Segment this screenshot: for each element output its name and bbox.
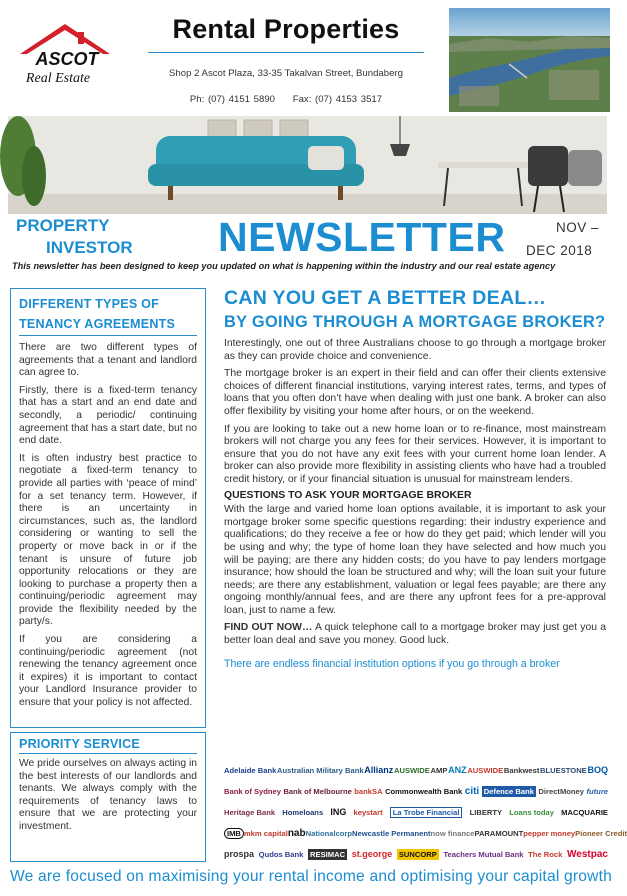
article-paragraph: The mortgage broker is an expert in their field and can offer their clients extensive choices of different financial institutions, varying interest rates, terms, and types of loans that you often don’t have when dealing with just one bank. A broker can also offer flexibility by visiting your home after hours, or on the weekend. <box>224 368 606 417</box>
article-subtitle: BY GOING THROUGH A MORTGAGE BROKER? <box>224 313 606 331</box>
chimney-shape <box>78 32 84 44</box>
issue-date-line1: NOV – <box>556 220 600 235</box>
tenancy-paragraph: It is often industry best practice to negotiate a fixed-term tenancy to provide all parties with ‘peace of mind’ for a set tenancy term. However, if there is an uncertainty in circumstances, such as, the landlord considering or wanting to sell the property or move back in or if the tenant is unsure of future job opportunity relocations or they are looking to purchase a property then a continuing/periodic agreement may provide the flexibility needed by the party/s. <box>19 452 197 628</box>
questions-text: With the large and varied home loan options available, it is important to ask your mortgage broker some specific questions regarding: their industry experience and qualifications; do they receive a fee or how do they get paid; which lender will you be using and why; the type of home loan they have selected and how much you will be paying; are there any hidden costs; do you have to pay lenders mortgage insurance; how should the loan be structured and why; will the loan suit your future needs; are there any establishment, valuation or legal fees payable; are there any ongoing monthly/annual fees, and are there any upfront fees for a pre-approval loan, just to name a few. <box>224 504 606 616</box>
lender-logo: Australian Military Bank <box>277 765 364 775</box>
lender-logo: IMB <box>224 828 244 839</box>
masthead-property: PROPERTY <box>16 216 110 235</box>
tenancy-paragraph: There are two different types of agreements that a tenant and landlord can agree to. <box>19 342 197 379</box>
lender-logo: keystart <box>353 807 383 817</box>
lender-logo: SUNCORP <box>398 849 437 859</box>
lender-row <box>224 781 608 801</box>
lender-logo-grid <box>224 760 627 864</box>
lender-logo: Bankwest <box>503 765 540 775</box>
lender-logo: Loans today <box>509 807 555 817</box>
lender-logo: AMP <box>430 765 448 775</box>
lender-logo: The Rock <box>528 849 563 859</box>
lender-logo: Adelaide Bank <box>224 765 277 775</box>
find-out-label: FIND OUT NOW… <box>224 622 313 634</box>
lender-logo: now finance <box>430 828 475 838</box>
living-room-photo <box>8 116 607 214</box>
masthead-newsletter: NEWSLETTER <box>218 214 506 260</box>
lender-logo: MACQUARIE <box>561 807 608 817</box>
lender-logo: st.george <box>351 849 393 859</box>
lender-logo: ANZ <box>448 765 467 775</box>
lender-logo: Nationalcorp <box>305 828 353 838</box>
masthead-investor: INVESTOR <box>46 238 133 257</box>
tenancy-heading-line1: DIFFERENT TYPES OF <box>19 297 160 311</box>
questions-heading: QUESTIONS TO ASK YOUR MORTGAGE BROKER <box>224 489 472 501</box>
agency-address: Shop 2 Ascot Plaza, 33-35 Takalvan Street, Bundaberg <box>169 68 403 79</box>
lender-logo: Bank of Sydney <box>224 786 281 796</box>
tenancy-heading-line2: TENANCY AGREEMENTS <box>19 317 176 331</box>
lender-row <box>224 760 608 780</box>
logo-text: ASCOT <box>35 49 99 69</box>
tenancy-paragraph: If you are considering a continuing/periodic agreement (not renewing the tenancy agreement once it expires) it is important to contact your Landlord Insurance provider to ensure that your policy is not affected. <box>19 634 197 709</box>
tenancy-agreements-box <box>10 288 206 728</box>
find-out-paragraph <box>224 622 606 647</box>
lender-row <box>224 802 608 822</box>
lender-logo: Commonwealth Bank <box>385 786 463 796</box>
lender-logo: LIBERTY <box>469 807 503 817</box>
lender-logo: Bank of Melbourne <box>283 786 352 796</box>
lender-logo: PARAMOUNT <box>474 828 524 838</box>
newsletter-tagline: This newsletter has been designed to keep you updated on what is happening within the industry and our real estate agency <box>12 261 556 271</box>
lender-logo: nab <box>287 827 306 839</box>
agency-contact <box>140 94 432 105</box>
lender-logo: Westpac <box>567 848 608 860</box>
logo-subtext: Real Estate <box>25 71 91 86</box>
priority-service-box <box>10 732 206 862</box>
agency-title: Rental Properties <box>172 14 400 44</box>
article-paragraph: If you are looking to take out a new home loan or to re-finance, most mainstream brokers will not charge you any fees for their services. However, it is important to ensure that you do not have any exit fees with your current home loan lender. A broker can also provide more flexibility in assisting clients who have had a troubled credit history, or if your financial situation is unusual for mainstream lenders. <box>224 423 606 485</box>
lender-logo: DirectMoney <box>538 786 584 796</box>
lender-logo: Newcastle Permanent <box>352 828 431 838</box>
footer-slogan: We are focused on maximising your rental income and optimising your capital growth <box>10 868 613 885</box>
lender-logo: pepper money <box>523 828 576 838</box>
lender-logo: citi <box>464 785 480 797</box>
lender-logo: AUSWIDE <box>393 765 430 775</box>
title-divider <box>148 52 424 53</box>
lender-logo: Defence Bank <box>483 786 534 796</box>
article-title: CAN YOU GET A BETTER DEAL… <box>224 287 547 309</box>
tenancy-paragraph: Firstly, there is a fixed-term tenancy that has a start and an end date and secondly, a periodic/ continuing agreement that has a start date, but no end date. <box>19 384 197 447</box>
lender-logo: bankSA <box>354 786 383 796</box>
lender-logo: Qudos Bank <box>258 849 304 859</box>
lender-logo: Allianz <box>364 765 394 775</box>
lender-row <box>224 823 627 843</box>
article-paragraph: Interestingly, one out of three Australians choose to go through a mortgage broker as they can provide choice and convenience. <box>224 338 606 362</box>
lender-logo: RESIMAC <box>310 849 346 859</box>
lender-logo: BOQ <box>587 765 608 775</box>
priority-text: We pride ourselves on always acting in the best interests of our landlords and tenants. We always comply with the requirements of tenancy laws to ensure that we are protecting your investment. <box>19 758 197 832</box>
lender-logo: mkm capital <box>243 828 288 838</box>
tenancy-heading <box>19 294 197 336</box>
lender-logo: ING <box>330 807 347 817</box>
lenders-caption: There are endless financial institution options if you go through a broker <box>224 657 560 670</box>
find-out-text: A quick telephone call to a mortgage broker may just get you a better loan deal and save you money. Good luck. <box>224 622 607 647</box>
river-city-photo <box>449 8 610 112</box>
lender-logo: Pioneer Credit <box>575 828 627 838</box>
lender-logo: prospa <box>224 849 255 859</box>
lender-logo: BLUESTONE <box>540 765 587 775</box>
issue-date-line2: DEC 2018 <box>526 243 593 258</box>
lender-logo: AUSWIDE <box>467 765 504 775</box>
ascot-logo <box>6 20 124 86</box>
lender-logo: La Trobe Financial <box>390 807 463 818</box>
lender-row <box>224 844 608 864</box>
priority-heading: PRIORITY SERVICE <box>19 735 197 754</box>
fax-number: Fax: (07) 4153 3517 <box>292 94 383 105</box>
lender-logo: future <box>586 786 608 796</box>
lender-logo: Heritage Bank <box>224 807 276 817</box>
lender-logo: Teachers Mutual Bank <box>443 849 524 859</box>
mortgage-article <box>224 286 606 671</box>
lender-logo: Homeloans <box>282 807 324 817</box>
phone-number: Ph: (07) 4151 5890 <box>189 94 276 105</box>
